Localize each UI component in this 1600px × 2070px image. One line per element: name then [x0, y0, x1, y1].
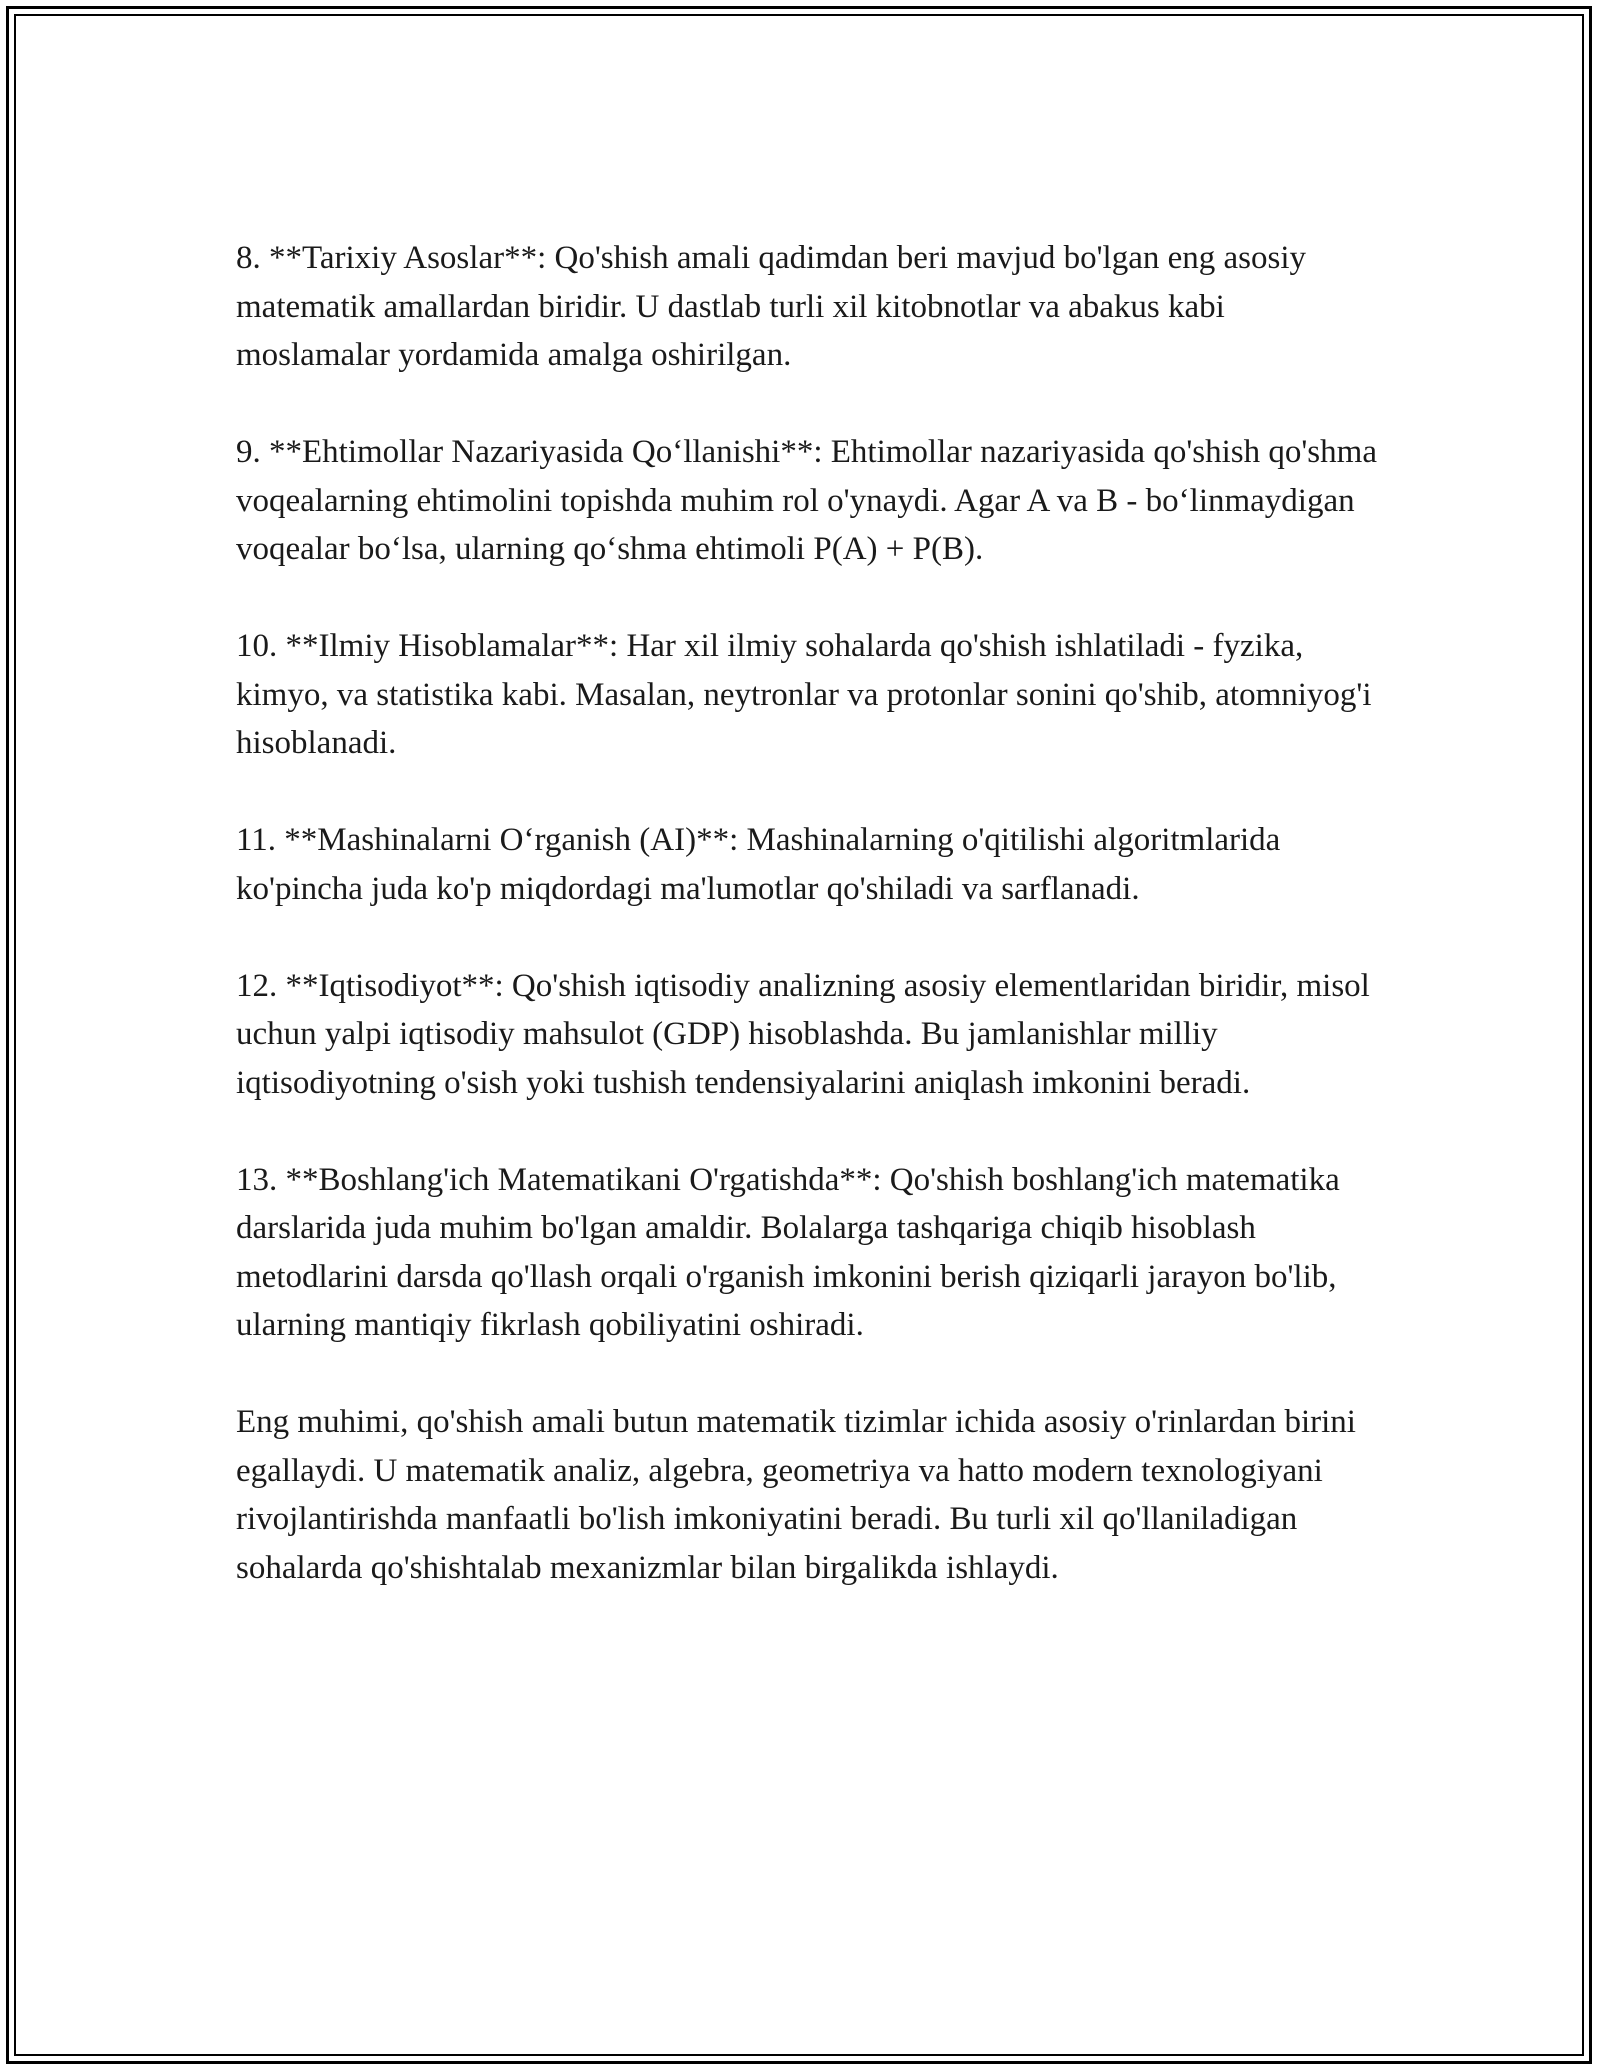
document-body: [236, 234, 1386, 1592]
paragraph-mashinalarni-organish: 11. **Mashinalarni O‘rganish (AI)**: Mashinalarning o'qitilishi algoritmlarida ko'pincha juda ko'p miqdordagi ma'lumotlar qo'shiladi va sarflanadi.: [236, 822, 1281, 907]
paragraph-iqtisodiyot: 12. **Iqtisodiyot**: Qo'shish iqtisodiy analizning asosiy elementlaridan biridir, misol uchun yalpi iqtisodiy mahsulot (GDP) hisoblashda. Bu jamlanishlar milliy iqtisodiyotning o'sish yoki tushish tendensiyalarini aniqlash imkonini beradi.: [236, 967, 1370, 1101]
paragraph-tarixiy-asoslar: 8. **Tarixiy Asoslar**: Qo'shish amali qadimdan beri mavjud bo'lgan eng asosiy matematik amallardan biridir. U dastlab turli xil kitobnotlar va abakus kabi moslamalar yordamida amalga oshirilgan.: [236, 240, 1307, 373]
paragraph-conclusion: Eng muhimi, qo'shish amali butun matematik tizimlar ichida asosiy o'rinlardan birini egallaydi. U matematik analiz, algebra, geometriya va hatto modern texnologiyani rivojlantirishda manfaatli bo'lish imkoniyatini beradi. Bu turli xil qo'llaniladigan sohalarda qo'shishtalab mexanizmlar bilan birgalikda ishlaydi.: [236, 1404, 1356, 1586]
paragraph-ehtimollar-nazariyasi: 9. **Ehtimollar Nazariyasida Qo‘llanishi**: Ehtimollar nazariyasida qo'shish qo'shma voqealarning ehtimolini topishda muhim rol o'ynaydi. Agar A va B - bo‘linmaydigan voqealar bo‘lsa, ularning qo‘shma ehtimoli P(A) + P(B).: [236, 434, 1377, 567]
paragraph-ilmiy-hisoblamalar: 10. **Ilmiy Hisoblamalar**: Har xil ilmiy sohalarda qo'shish ishlatiladi - fyzika, kimyo, va statistika kabi. Masalan, neytronlar va protonlar sonini qo'shib, atomniyog'i hisoblanadi.: [236, 628, 1372, 761]
paragraph-boshlangich-matematika: 13. **Boshlang'ich Matematikani O'rgatishda**: Qo'shish boshlang'ich matematika darslarida juda muhim bo'lgan amaldir. Bolalarga tashqariga chiqib hisoblash metodlarini darsda qo'llash orqali o'rganish imkonini berish qiziqarli jarayon bo'lib, ularning mantiqiy fikrlash qobiliyatini oshiradi.: [236, 1161, 1340, 1343]
